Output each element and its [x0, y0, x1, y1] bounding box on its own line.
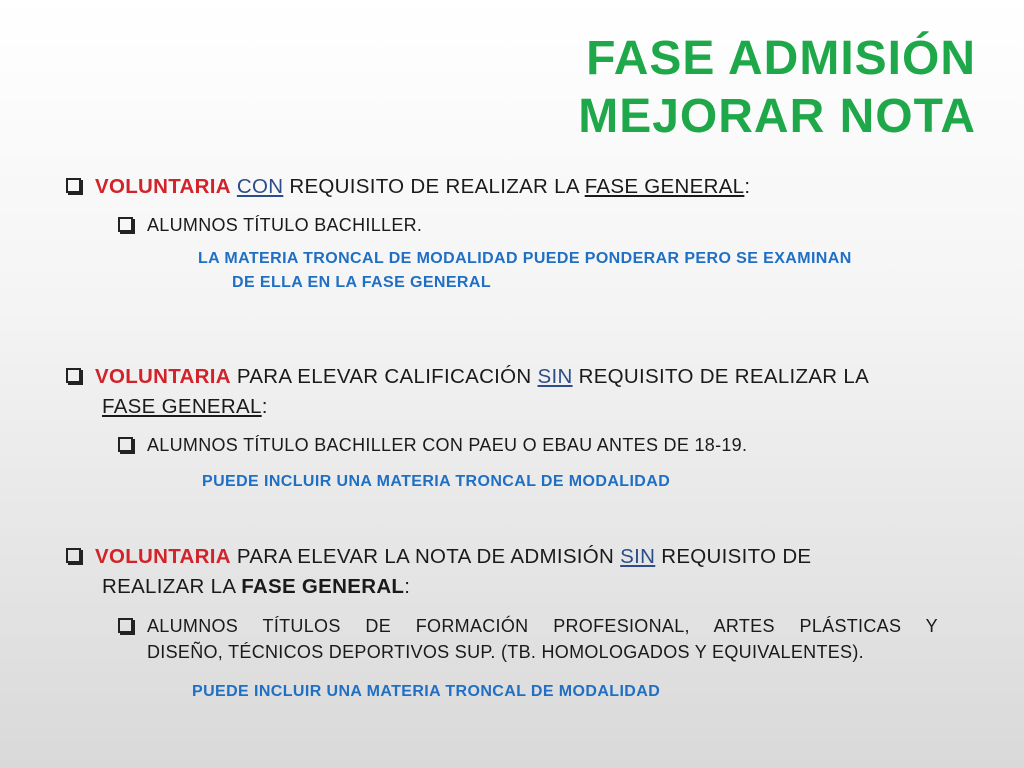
fase-general-label: FASE GENERAL — [102, 395, 262, 418]
title-line-1: FASE ADMISIÓN — [586, 32, 976, 85]
bullet-text: PARA ELEVAR CALIFICACIÓN — [230, 365, 538, 388]
sin-label: SIN — [537, 365, 573, 388]
sub-bullet-line-2: DISEÑO, TÉCNICOS DEPORTIVOS SUP. (TB. HOMOLOGADOS Y EQUIVALENTES). — [147, 642, 864, 662]
colon: : — [404, 575, 411, 598]
bullet-text: REQUISITO DE REALIZAR LA — [283, 175, 585, 198]
voluntaria-label: VOLUNTARIA — [95, 365, 231, 388]
sub-bullet-text: ALUMNOS TÍTULO BACHILLER. — [147, 215, 423, 235]
bullet-voluntaria-sin-2 — [66, 542, 946, 602]
sub-bullet-text: ALUMNOS TÍTULO BACHILLER CON PAEU O EBAU ANTES DE 18-19. — [147, 435, 748, 455]
note-materia-troncal — [198, 247, 852, 295]
checkbox-bullet-icon — [118, 437, 133, 452]
title-line-2: MEJORAR NOTA — [578, 90, 976, 143]
voluntaria-label: VOLUNTARIA — [95, 175, 231, 198]
bullet-text: REALIZAR LA — [102, 575, 242, 598]
bullet-text: REQUISITO DE — [655, 545, 812, 568]
con-label: CON — [236, 175, 284, 198]
note-line-1: LA MATERIA TRONCAL DE MODALIDAD PUEDE PONDERAR PERO SE EXAMINAN — [198, 250, 852, 267]
note-line-2: DE ELLA EN LA FASE GENERAL — [232, 274, 492, 291]
bullet-text: PARA ELEVAR LA NOTA DE ADMISIÓN — [230, 545, 621, 568]
bullet-voluntaria-con — [66, 172, 750, 202]
sub-bullet-line-1: ALUMNOS TÍTULOS DE FORMACIÓN PROFESIONAL, ARTES PLÁSTICAS Y — [147, 616, 938, 636]
bullet-voluntaria-sin-1 — [66, 362, 946, 422]
colon: : — [744, 175, 751, 198]
sub-bullet-bachiller — [118, 212, 422, 238]
checkbox-bullet-icon — [66, 178, 81, 193]
sub-bullet-paeu — [118, 432, 747, 458]
checkbox-bullet-icon — [118, 217, 133, 232]
checkbox-bullet-icon — [118, 618, 133, 633]
bullet-text: REQUISITO DE REALIZAR LA — [572, 365, 870, 388]
fase-general-label: FASE GENERAL — [584, 175, 745, 198]
slide-title — [578, 30, 976, 146]
fase-general-label: FASE GENERAL — [241, 575, 405, 598]
note-puede-incluir-2: PUEDE INCLUIR UNA MATERIA TRONCAL DE MODALIDAD — [192, 683, 661, 700]
checkbox-bullet-icon — [66, 368, 81, 383]
note-puede-incluir-1: PUEDE INCLUIR UNA MATERIA TRONCAL DE MODALIDAD — [202, 473, 671, 490]
sin-label: SIN — [620, 545, 656, 568]
sub-bullet-formacion — [118, 613, 938, 665]
voluntaria-label: VOLUNTARIA — [95, 545, 231, 568]
checkbox-bullet-icon — [66, 548, 81, 563]
colon: : — [261, 395, 268, 418]
